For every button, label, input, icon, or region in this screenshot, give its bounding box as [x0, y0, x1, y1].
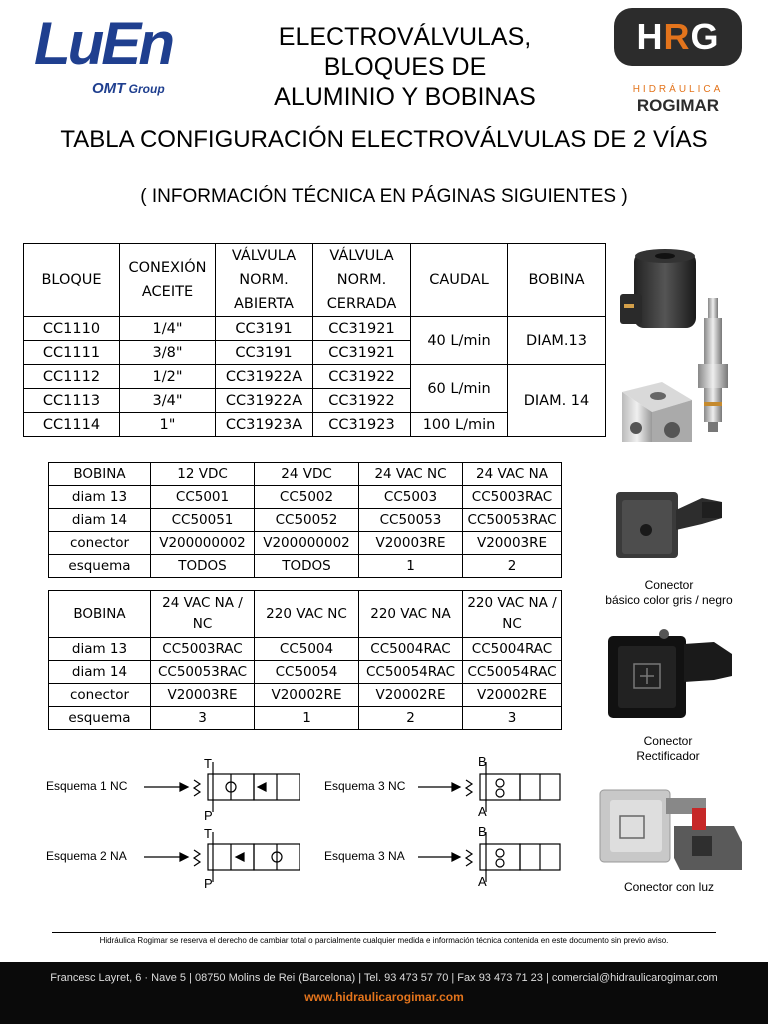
table-cell: CC31923 — [313, 413, 411, 437]
header-cell: 220 VAC NC — [255, 591, 359, 638]
table-cell: CC5003RAC — [151, 638, 255, 661]
port-a-label: A — [478, 804, 487, 819]
table-cell: 2 — [359, 707, 463, 730]
connector-basic-caption — [590, 578, 748, 608]
schema-3-diagram — [418, 752, 578, 892]
header-cell: BOBINA — [49, 463, 151, 486]
header-cell: 12 VDC — [151, 463, 255, 486]
title-line-1: ELECTROVÁLVULAS, — [278, 23, 532, 51]
section-title: TABLA CONFIGURACIÓN ELECTROVÁLVULAS DE 2 VÍAS — [60, 126, 708, 153]
table-cell: diam 14 — [49, 509, 151, 532]
hrg-logo-g: G — [690, 16, 720, 57]
table-cell: CC1110 — [24, 317, 120, 341]
hrg-rogimar-logo — [614, 8, 742, 115]
table-row — [49, 555, 562, 578]
coil-icon — [620, 249, 696, 328]
table-cell: diam 13 — [49, 638, 151, 661]
table-cell: CC50054 — [255, 661, 359, 684]
table-cell: CC50053RAC — [151, 661, 255, 684]
caption-line: Rectificador — [636, 749, 700, 763]
port-b-label: B — [478, 754, 487, 769]
header-cell: 24 VAC NA — [463, 463, 562, 486]
header-cell: BOBINA — [508, 244, 606, 317]
footer-website-link[interactable]: www.hidraulicarogimar.com — [304, 990, 464, 1004]
schema-3nc-label: Esquema 3 NC — [324, 779, 406, 793]
table-cell: 1" — [120, 413, 216, 437]
table-cell: diam 13 — [49, 486, 151, 509]
header-cell: 24 VDC — [255, 463, 359, 486]
header-cell: 220 VAC NA / NC — [463, 591, 562, 638]
schema-2-label: Esquema 2 NA — [46, 849, 127, 863]
table-cell: esquema — [49, 707, 151, 730]
table-cell: V200000002 — [255, 532, 359, 555]
port-t-label: T — [204, 756, 212, 771]
title-line-2: BLOQUES DE — [323, 53, 487, 81]
table-cell: 1/4" — [120, 317, 216, 341]
hrg-logo-hidraulica: HIDRÁULICA — [632, 84, 724, 95]
table-cell: CC31923A — [216, 413, 313, 437]
hrg-logo-box — [614, 8, 742, 66]
table-cell: CC31922 — [313, 365, 411, 389]
table-cell: CC1113 — [24, 389, 120, 413]
table-cell: CC50053 — [359, 509, 463, 532]
table-cell: CC5004RAC — [463, 638, 562, 661]
table-cell: CC5003 — [359, 486, 463, 509]
connector-light-caption: Conector con luz — [623, 880, 715, 894]
table-cell: 1 — [359, 555, 463, 578]
table-cell: 3/4" — [120, 389, 216, 413]
table-cell: V20002RE — [255, 684, 359, 707]
table-cell: 1 — [255, 707, 359, 730]
port-p-label: P — [204, 808, 213, 823]
header-cell: VÁLVULA NORM. ABIERTA — [216, 244, 313, 317]
table-cell: esquema — [49, 555, 151, 578]
port-t-label: T — [204, 826, 212, 841]
table-cell: V20003RE — [359, 532, 463, 555]
table-cell: V20003RE — [463, 532, 562, 555]
table-cell: V200000002 — [151, 532, 255, 555]
hrg-logo-rogimar: ROGIMAR — [636, 96, 720, 115]
caudal-cell: 60 L/min — [411, 365, 508, 413]
table-row — [24, 365, 606, 389]
table-cell: CC50054RAC — [359, 661, 463, 684]
page-title — [220, 22, 590, 112]
coil-table-2 — [48, 590, 562, 730]
luen-logo-sub — [92, 80, 165, 97]
table-cell: CC31922A — [216, 365, 313, 389]
table-cell: CC31921 — [313, 317, 411, 341]
schema-3na-label: Esquema 3 NA — [324, 849, 405, 863]
table-row — [49, 661, 562, 684]
table-cell: CC1111 — [24, 341, 120, 365]
table-header-row — [49, 591, 562, 638]
table-cell: CC5003RAC — [463, 486, 562, 509]
header-cell: BOBINA — [49, 591, 151, 638]
table-cell: CC3191 — [216, 317, 313, 341]
header-cell: BLOQUE — [24, 244, 120, 317]
table-cell: V20002RE — [359, 684, 463, 707]
luen-logo — [34, 10, 186, 98]
header-cell: 220 VAC NA — [359, 591, 463, 638]
luen-logo-omt: OMT — [92, 80, 126, 97]
table-cell: conector — [49, 684, 151, 707]
table-cell: V20002RE — [463, 684, 562, 707]
hrg-logo-r: R — [663, 16, 691, 57]
table-cell: CC3191 — [216, 341, 313, 365]
table-row — [49, 532, 562, 555]
table-cell: diam 14 — [49, 661, 151, 684]
table-row — [49, 509, 562, 532]
table-header-row — [49, 463, 562, 486]
disclaimer-note: Hidráulica Rogimar se reserva el derecho de cambiar total o parcialmente cualquier medida e información técnica contenida en este documento sin previo aviso. — [99, 936, 669, 945]
connector-light-image — [596, 778, 746, 878]
port-p-label: P — [204, 876, 213, 891]
table-row — [24, 317, 606, 341]
table-cell: CC5004RAC — [359, 638, 463, 661]
table-cell: CC5001 — [151, 486, 255, 509]
table-row — [49, 684, 562, 707]
table-cell: CC31921 — [313, 341, 411, 365]
table-cell: 2 — [463, 555, 562, 578]
valve-config-table — [23, 243, 606, 437]
table-cell: CC31922 — [313, 389, 411, 413]
connector-rectifier-image — [604, 624, 740, 728]
table-row — [49, 707, 562, 730]
valve-cartridge-icon — [698, 298, 728, 432]
header-cell: 24 VAC NA / NC — [151, 591, 255, 638]
caudal-cell: 40 L/min — [411, 317, 508, 365]
connector-basic-image — [606, 484, 730, 574]
table-header-row — [24, 244, 606, 317]
info-note: ( INFORMACIÓN TÉCNICA EN PÁGINAS SIGUIENTES ) — [140, 186, 628, 207]
table-cell: TODOS — [151, 555, 255, 578]
luen-logo-group: Group — [128, 82, 165, 96]
table-cell: TODOS — [255, 555, 359, 578]
caption-line: Conector — [643, 734, 693, 748]
port-a-label: A — [478, 874, 487, 889]
title-line-3: ALUMINIO Y BOBINAS — [274, 83, 536, 111]
header-cell: 24 VAC NC — [359, 463, 463, 486]
table-cell: conector — [49, 532, 151, 555]
table-cell: CC50051 — [151, 509, 255, 532]
table-cell: CC31922A — [216, 389, 313, 413]
luen-logo-text: LuEn — [34, 10, 172, 77]
schema-1-2-diagram — [140, 756, 300, 892]
caudal-cell: 100 L/min — [411, 413, 508, 437]
table-row — [49, 486, 562, 509]
table-cell: 3 — [151, 707, 255, 730]
table-cell: CC1112 — [24, 365, 120, 389]
header-cell: CAUDAL — [411, 244, 508, 317]
table-cell: 3 — [463, 707, 562, 730]
table-cell: CC50052 — [255, 509, 359, 532]
schema-1-label: Esquema 1 NC — [46, 779, 128, 793]
caption-line: Conector — [644, 578, 694, 592]
footer-divider — [52, 932, 716, 933]
header-cell: VÁLVULA NORM. CERRADA — [313, 244, 411, 317]
table-row — [49, 638, 562, 661]
connector-rectifier-caption — [612, 734, 724, 764]
caption-line: básico color gris / negro — [605, 593, 733, 607]
table-cell: CC5004 — [255, 638, 359, 661]
table-cell: V20003RE — [151, 684, 255, 707]
hrg-logo-h: H — [636, 16, 664, 57]
table-cell: CC50053RAC — [463, 509, 562, 532]
solenoid-products-image — [612, 242, 762, 442]
header-cell: CONEXIÓN ACEITE — [120, 244, 216, 317]
table-cell: CC1114 — [24, 413, 120, 437]
table-cell: CC5002 — [255, 486, 359, 509]
coil-table-1 — [48, 462, 562, 578]
footer-address: Francesc Layret, 6 · Nave 5 | 08750 Molins de Rei (Barcelona) | Tel. 93 473 57 70 | Fax 93 473 71 23 | comercial@hidraulicarogimar.com — [50, 972, 718, 984]
bobina-cell: DIAM. 14 — [508, 365, 606, 437]
port-b-label: B — [478, 824, 487, 839]
aluminium-block-icon — [622, 382, 692, 442]
table-cell: 1/2" — [120, 365, 216, 389]
table-cell: CC50054RAC — [463, 661, 562, 684]
bobina-cell: DIAM.13 — [508, 317, 606, 365]
table-cell: 3/8" — [120, 341, 216, 365]
